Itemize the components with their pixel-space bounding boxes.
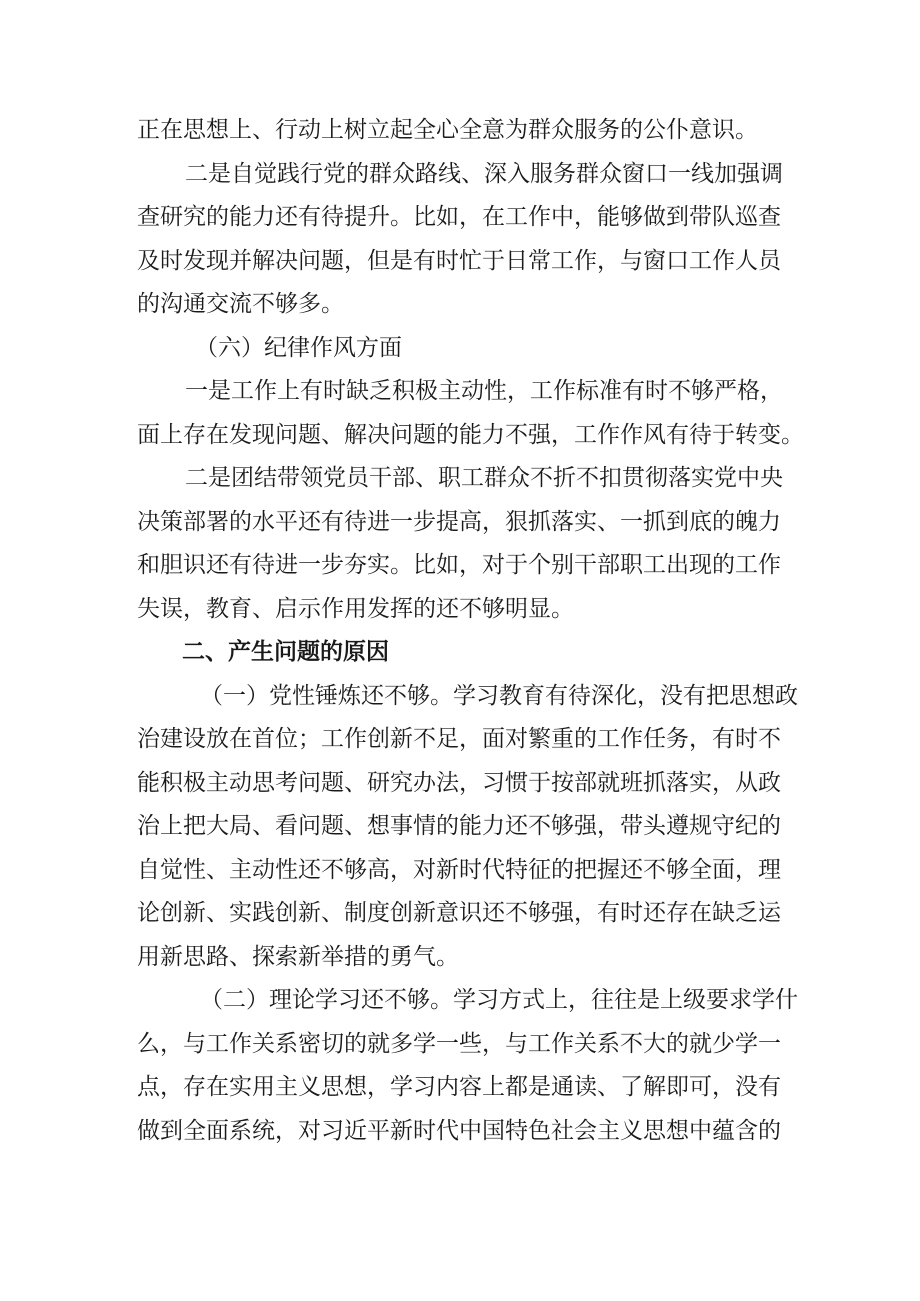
text-line: 么，与工作关系密切的就多学一些，与工作关系不大的就少学一	[137, 1031, 781, 1057]
text-line: 做到全面系统，对习近平新时代中国特色社会主义思想中蕴含的	[137, 1118, 781, 1144]
text-line: 二是团结带领党员干部、职工群众不折不扣贯彻落实党中央	[185, 465, 783, 491]
text-line: 论创新、实践创新、制度创新意识还不够强，有时还存在缺乏运	[137, 900, 781, 926]
section-subheading: （六）纪律作风方面	[195, 335, 402, 361]
text-line: 和胆识还有待进一步夯实。比如，对于个别干部职工出现的工作	[137, 552, 781, 578]
text-line: 能积极主动思考问题、研究办法，习惯于按部就班抓落实，从政	[137, 770, 781, 796]
text-line: 用新思路、探索新举措的勇气。	[137, 944, 459, 970]
text-line: 治上把大局、看问题、想事情的能力还不够强，带头遵规守纪的	[137, 813, 781, 839]
text-line: 失误，教育、启示作用发挥的还不够明显。	[137, 596, 574, 622]
text-line: （二）理论学习还不够。学习方式上，往往是上级要求学什	[200, 987, 798, 1013]
text-line: 查研究的能力还有待提升。比如，在工作中，能够做到带队巡查	[137, 204, 781, 230]
text-line: 正在思想上、行动上树立起全心全意为群众服务的公仆意识。	[137, 117, 758, 143]
text-line: 点，存在实用主义思想，学习内容上都是通读、了解即可，没有	[137, 1074, 781, 1100]
text-line: 的沟通交流不够多。	[137, 291, 344, 317]
text-line: 自觉性、主动性还不够高，对新时代特征的把握还不够全面，理	[137, 857, 781, 883]
text-line: 决策部署的水平还有待进一步提高，狠抓落实、一抓到底的魄力	[137, 509, 781, 535]
section-heading: 二、产生问题的原因	[182, 639, 389, 665]
text-line: （一）党性锤炼还不够。学习教育有待深化，没有把思想政	[200, 683, 798, 709]
text-line: 一是工作上有时缺乏积极主动性，工作标准有时不够严格，	[185, 378, 783, 404]
text-line: 治建设放在首位；工作创新不足，面对繁重的工作任务，有时不	[137, 726, 781, 752]
text-line: 面上存在发现问题、解决问题的能力不强，工作作风有待于转变。	[137, 422, 804, 448]
text-line: 二是自觉践行党的群众路线、深入服务群众窗口一线加强调	[185, 161, 783, 187]
text-line: 及时发现并解决问题，但是有时忙于日常工作，与窗口工作人员	[137, 248, 781, 274]
